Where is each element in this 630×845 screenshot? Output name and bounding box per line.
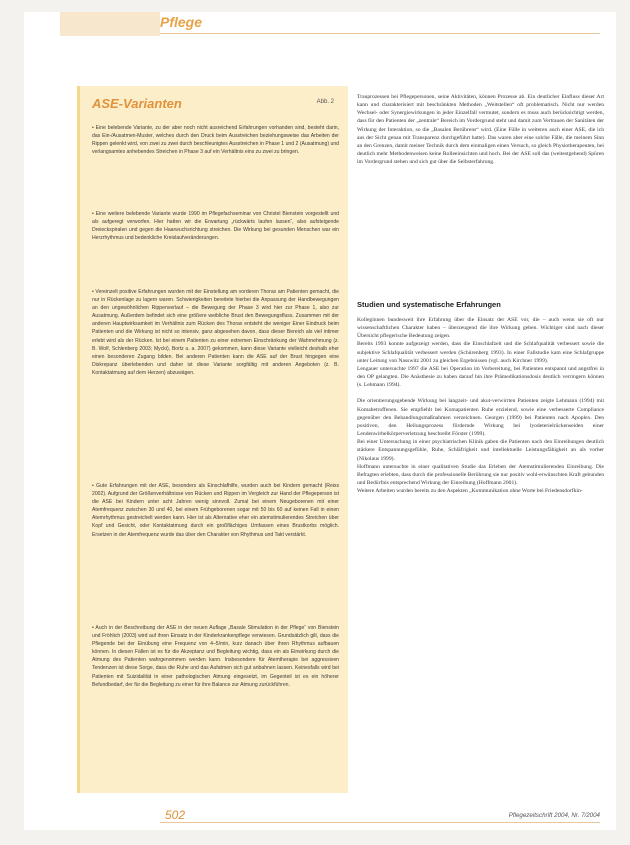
body-paragraph: Weitere Arbeiten wurden bereits zu den Aspekten „Kommunikation ohne Worte bei Friedensdorfkin- [357,488,583,495]
box-bullet-item: • Auch in der Beschreibung der ASE in der neuen Auflage „Basale Stimulation in der Pflege“ von Bienstein und Fröhlich (2003) wird auf ihren Einsatz in der Kinderkrankenpflege verwiesen. Grundsätzlich gilt, dass die Pflegende bei der Einübung eine Frequenz von 4–5/min, kurz danach über ihren Rhythmus aufbauen können. In diesen Fällen ist es für die Akzeptanz und Begleitung wichtig, dass ein als Einwirkung durch die Atmung des Patienten wahrgenommen werden kann. Insbesondere für Atemtherapie bei aggressiven Tendenzen ist diese Sorge, dass die Ruhe und das Aufatmen sich gut anbahnen lassen. Keinesfalls wird bei Patienten mit Suizidalität in einer pathologischen Atmung eingesetzt, im Gegenteil ist es ein höherer Befundbedarf, der für die Begleitung zu einer für ihre Balance zur Atmung zurückführen. [92,624,339,689]
figure-reference: Abb. 2 [316,99,334,105]
body-paragraph: Lengauer untersuchte 1997 die ASE bei Operation im Vorbereitung, bei Patienten entspannt und angstfrei in den OP gelangten. Die Anästhesie zu haben darauf hin ihre Prämedikationsdosis deutlich verringern können (s. Lehmann 1994). [357,365,604,389]
body-paragraph: Die orientierungsgebende Wirkung bei langzeit- und akut-verwirrten Patienten zeigte Lehmann (1994) mit Komabetroffenen. Sie empfiehlt bei Komapatienten Ruhe erzielend, sowie eine verbesserte Compliance gegenüber den Behandlungsmaßnahmen verzeichnen. Georgen (1999) bei Patienten nach Apoplex. Den positiven, den Heilungsprozess fördernde Wirkung bei lyodeterielrückenseiden einer Lendenwirbelkörperverletzung beschreibt Förster (1999). [357,398,604,438]
box-bullet-item: • Gute Erfahrungen mit der ASE, besonders als Einschlafhilfe, wurden auch bei Kindern gemacht (Reiss 2002). Aufgrund der Größenverhältnisse von Rücken und Rippen im Vergleich zur Hand der Pflegeperson ist die ASE bei Kindern unter acht Jahren wenig sinnvoll. Zumal bei einem Neugeborenen mit einer Atemfrequenz zwischen 30 und 40, bei einem Frühgeborenen sogar mit 50 bis 60 auf keinen Fall in einen Atemrhythmus gestreichelt werden kann. Hier ist als Alternative eher ein atemstimulierendes Streichen über Kopf und Gesicht, oder Kontaktatmung durch ein großflächiges Umfassen eines Brustkorbs möglich. Ersetzen in der Atemfrequenz wurde das über den Charakter von Rhythmus und Takt verstärkt. [92,482,339,539]
header-rule [160,33,600,34]
section-title: Pflege [160,14,203,30]
section-heading: Studien und systematische Erfahrungen [357,300,501,309]
right-column-top [357,93,604,166]
journal-reference: Pflegezeitschrift 2004, Nr. 7/2004 [508,812,600,819]
header-accent-bar [60,12,160,36]
footer-rule [160,822,600,823]
body-paragraph: Bei einer Untersuchung in einer psychiatrischen Klinik gaben die Patienten nach den Einreibungen deutlich stärkere Entspannungsgefühle, Ruhe, Schläfrigkeit und intellektuelle Leistungsfähigkeit an als vorher (Nikolaus 1999). [357,439,604,462]
body-paragraph: Trauprozessen bei Pflegepersonen, seine Aktivitäten, können Prozesse ab. Ein deutlicher Einfluss dieser Art kann und charakterisiert mit beschränkten Methoden „Weitstellen“ oft problematisch. Nicht nur werden Wechsel- oder Synergiewirkungen in jeder Einzelfall vermutet, sondern es muss auch berücksichtigt werden, dass für den Patienten der „zentrale“ Bereich im Vordergrund steht und damit zum Vertrauen der Sanitäten der Wirkung der Interaktion, so die „Basalen Berührens“ wird. (Eine Fülle in weiteren auch einer ASE, die ich aus der Sicht genau mit Transparenz durchgeführt hatte). Das waren aber eine solche Fälle, die meinem Sinn an den Grenzen, damit meiner Technik durch dem einmaligen einen Versuch, so gleich Physiotherapeuten, bei deutlich mehr Methodenweisen keine Rolleeinsichten und hoch. Bei der ASE soll das (weitestgehend) Spüren im Vordergrund stehen und sich gut über die Selbsterfahrung. [357,94,604,166]
ase-variants-box [77,86,348,793]
page-number: 502 [165,808,186,822]
box-bullet-item: • Vereinzelt positive Erfahrungen wurden mit der Einstellung am vorderen Thorax am Patienten gemacht, die nur in Rückenlage zu lagern waren. Schwierigkeiten bereitete hierbei die Anpassung der Handbewegungen an den ungewöhnlichen Rippenverlauf – die Bewegung der Phase 3 wird hier zur Phase 1, also zur Ausatmung. Außerdem befindet sich eine größere weibliche Brust den Bewegungsfluss. Zusammen mit der anderen Hauptwirksamkeit im Verhältnis zum Rücken des Thorax entsteht die weniger Einer Eindruck beim Patienten und die Wirkung ist nicht so intensiv, ganz abgesehen davon, dass dieser Bereich als viel intimer erlebt wird als der Rücken. Ist bei einem Patienten zu einer extremen Einschränkung der Wahrnehmung (z. B. Wolf, Schlenberg 2003; Mycki), Bortz u. a. 2007) gekommen, kann diese Variante vielleicht deshalb eher einen besonderen Zugang bilden. Bei anderen Patienten kann die ASE auf der Brust hingegen eine Diskrepanz überlebenden und daher ist diese Variante sorgfältig mit anderen Angeboten (z. B. Kontaktatmung auf dem Herzen) abzuwägen. [92,288,339,377]
right-column-bottom [357,316,604,495]
box-bullet-item: • Eine belebende Variante, zu der aber noch nicht ausreichend Erfahrungen vorhanden sind, besteht darin, das Ein-/Ausatmen-Muster, welches durch den Druck beim Ausstreichen beziehungsweise das Arbeiten der Rippen gelenkt wird, von zwei zu zwei durch beschleunigtes Ausstreichen in Phase 1 und 2 (Ausatmung) und verlangsamtes anhebendes Streichen in Phase 3 auf ein Verhältnis eins zu zwei zu bringen. [92,124,339,156]
body-paragraph: Bereits 1993 konnte aufgezeigt werden, dass die Einschlafzeit und die Schlafqualität verbessert sowie die subjektive Schlafqualität verbessert werden (Schürenberg 1993). In einer Fallstudie kam eine Schlafgruppe unter Leitung von Nasswitz 2001 zu gleichen Ergebnissen (vgl. auch Kirchner 1999). [357,341,604,364]
box-bullet-item: • Eine weitere belebende Variante wurde 1990 im Pflegefachseminar von Christel Bienstein vorgestellt und als aufgeregt verworfen. Hier hatten wir die Erwartung „rückwärts laufen lassen“, also aufsteigende Dreieckspiralen und gegen die Haarwuchsrichtung streichen. Die Wirkung bei gesunden Menschen war ein Herzrhythmus und bedenkliche Kreislaufveränderungen. [92,210,339,242]
body-paragraph: Hoffmann untersuchte in einer qualitativen Studie das Erleben der Atemstimulierenden Einreibung. Die Befragten erlebten, dass durch die professionelle Berührung sie nur positiv wohl-erwünschten Kraft gebunden und Bedürfnis entsprechend Wirkung der Einreibung (Hoffmann 2001). [357,463,604,486]
box-title: ASE-Varianten [92,96,182,111]
body-paragraph: Kolleginnen bundesweit ihre Erfahrung über die Einsatz der ASE vor, die – auch wenn sie oft nur wissenschaftlichen Charakter haben – überzeugend die ihre Wirkung geben. Wichtiger sind nach dieser Übersicht pflegerische Bedeutung zeigen. [357,317,604,340]
